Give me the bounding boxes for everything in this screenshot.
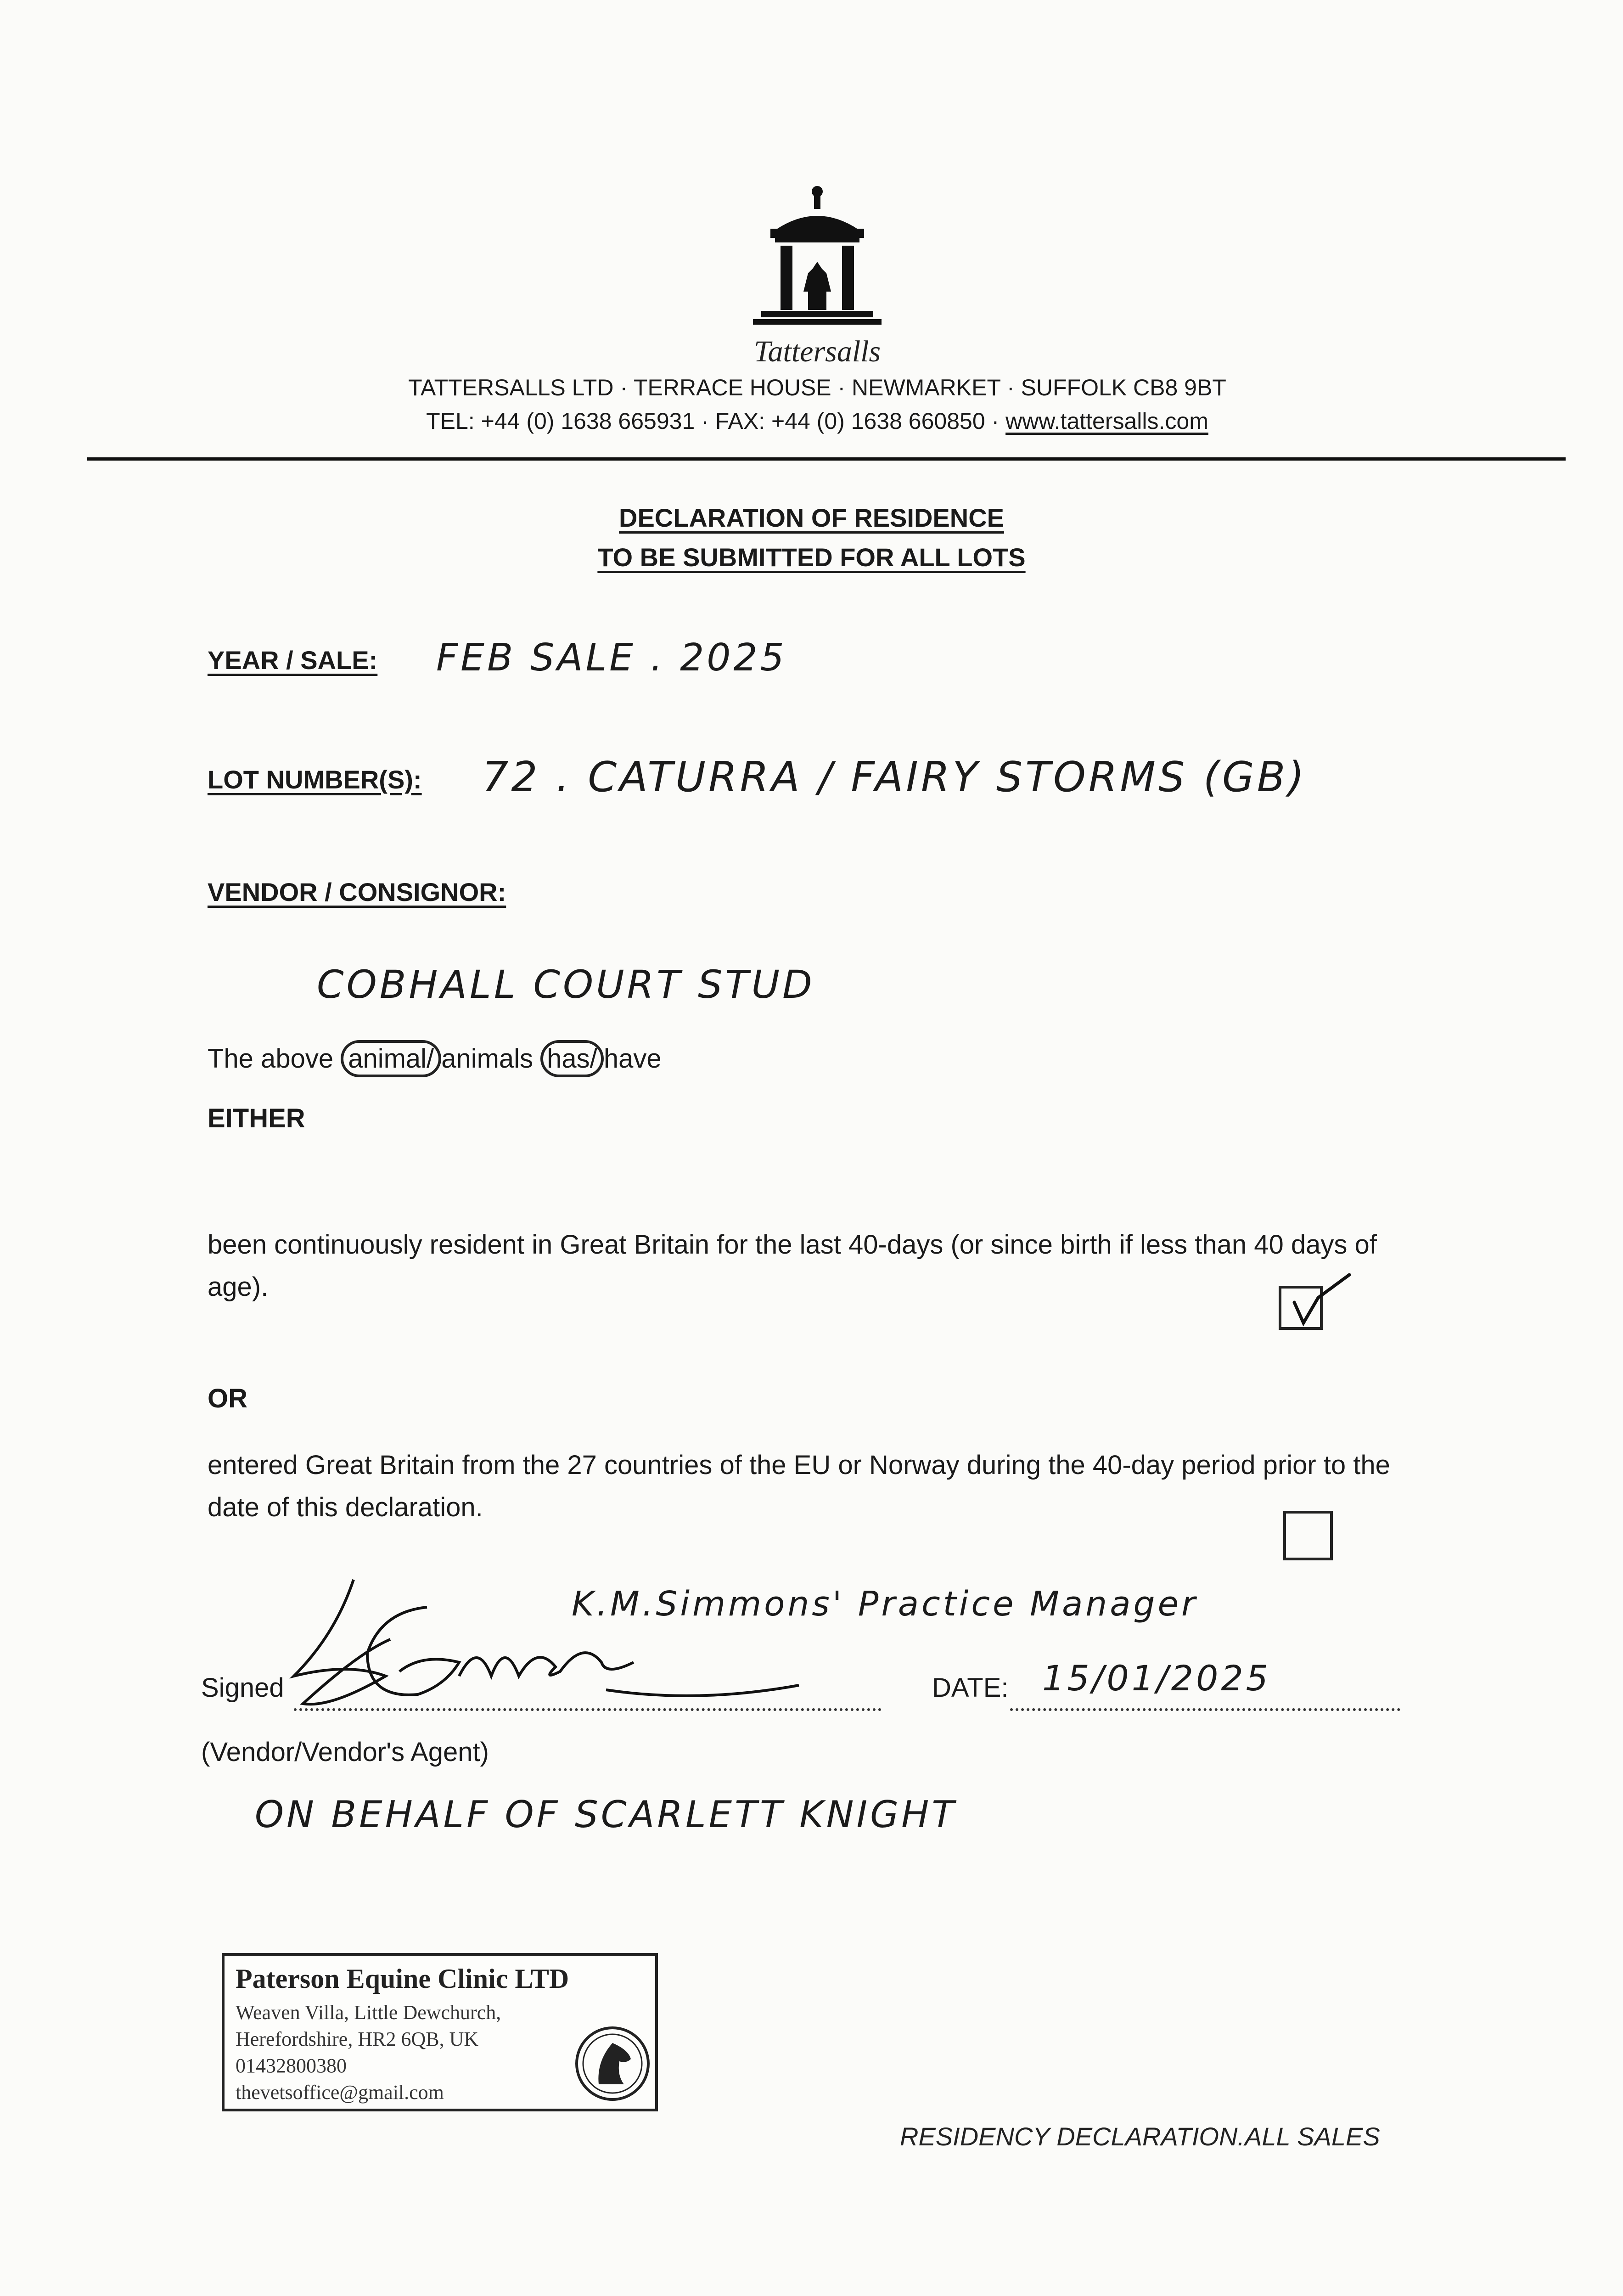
or-label: OR xyxy=(208,1384,247,1413)
clinic-address-1: Weaven Villa, Little Dewchurch, xyxy=(236,2001,501,2024)
header-divider xyxy=(87,457,1566,461)
lot-number-label: LOT NUMBER(S): xyxy=(208,765,422,794)
brand-name: Tattersalls xyxy=(753,335,881,368)
has-choice-circled[interactable]: has/ xyxy=(540,1040,604,1077)
year-sale-label: YEAR / SALE: xyxy=(208,646,378,675)
clinic-phone: 01432800380 xyxy=(236,2054,347,2077)
vendor-consignor-value[interactable]: COBHALL COURT STUD xyxy=(317,962,815,1007)
above-statement xyxy=(208,1038,662,1080)
footer-text: RESIDENCY DECLARATION.ALL SALES xyxy=(900,2122,1380,2151)
contact-numbers: TEL: +44 (0) 1638 665931 · FAX: +44 (0) 1638 660850 · xyxy=(426,408,1006,434)
clinic-email: thevetsoffice@gmail.com xyxy=(236,2081,444,2104)
on-behalf-of[interactable]: ON BEHALF OF SCARLETT KNIGHT xyxy=(255,1793,957,1836)
title-line-2: TO BE SUBMITTED FOR ALL LOTS xyxy=(597,543,1026,572)
signer-name[interactable]: K.M.Simmons' Practice Manager xyxy=(572,1584,1198,1624)
checkmark-icon xyxy=(1285,1270,1354,1330)
tattersalls-logo xyxy=(748,181,886,335)
date-label: DATE: xyxy=(932,1673,1009,1703)
company-address: TATTERSALLS LTD · TERRACE HOUSE · NEWMARKET · SUFFOLK CB8 9BT xyxy=(408,375,1226,400)
signature-scribble[interactable] xyxy=(285,1570,826,1727)
clinic-address-2: Herefordshire, HR2 6QB, UK xyxy=(236,2028,479,2050)
animal-choice-circled[interactable]: animal/ xyxy=(341,1040,441,1077)
option-2-checkbox[interactable] xyxy=(1283,1511,1333,1560)
clinic-name: Paterson Equine Clinic LTD xyxy=(236,1964,569,1994)
option-1-checkbox[interactable] xyxy=(1279,1286,1323,1330)
website-link[interactable]: www.tattersalls.com xyxy=(1005,408,1208,434)
option-2-text: entered Great Britain from the 27 countries of the EU or Norway during the 40-day period prior to the date of this declaration. xyxy=(208,1450,1390,1522)
document-title xyxy=(459,498,1164,577)
signed-label: Signed xyxy=(201,1673,284,1703)
horse-head-icon xyxy=(573,2025,651,2103)
lot-number-value[interactable]: 72 . CATURRA / FAIRY STORMS (GB) xyxy=(482,753,1307,801)
clinic-stamp xyxy=(222,1953,658,2111)
have-choice[interactable]: have xyxy=(603,1044,662,1074)
date-line xyxy=(1010,1708,1400,1711)
date-value[interactable]: 15/01/2025 xyxy=(1042,1658,1271,1699)
either-label: EITHER xyxy=(208,1103,305,1133)
above-prefix: The above xyxy=(208,1044,341,1074)
title-line-1: DECLARATION OF RESIDENCE xyxy=(619,503,1004,532)
vendor-consignor-label: VENDOR / CONSIGNOR: xyxy=(208,878,506,906)
animals-choice[interactable]: animals xyxy=(441,1044,541,1074)
company-contact xyxy=(321,408,1313,434)
option-1-text: been continuously resident in Great Britain for the last 40-days (or since birth if less than 40 days of age). xyxy=(208,1230,1377,1302)
year-sale-value[interactable]: FEB SALE . 2025 xyxy=(436,636,787,680)
vendor-agent-label: (Vendor/Vendor's Agent) xyxy=(201,1737,489,1767)
